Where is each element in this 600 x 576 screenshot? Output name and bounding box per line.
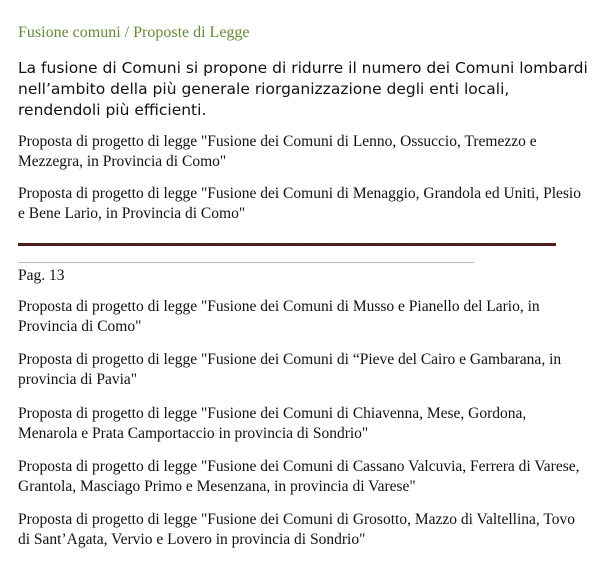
page-number: Pag. 13 [18,267,65,284]
proposal-item-pieve-del-cairo: Proposta di progetto di legge "Fusione dei Comuni di “Pieve del Cairo e Gambarana, in provincia di Pavia" [18,351,562,388]
section-title: Fusione comuni / Proposte di Legge [18,24,250,41]
page-divider-thick [18,243,556,246]
page-divider-thin [18,262,474,263]
proposal-item-musso: Proposta di progetto di legge "Fusione dei Comuni di Musso e Pianello del Lario, in Provincia di Como" [18,298,540,335]
proposal-item-cassano-valcuvia: Proposta di progetto di legge "Fusione dei Comuni di Cassano Valcuvia, Ferrera di Varese, Grantola, Masciago Primo e Mesenzana, in provincia di Varese" [18,458,580,495]
intro-paragraph: La fusione di Comuni si propone di ridurre il numero dei Comuni lombardi nell’ambito della più generale riorganizzazione degli enti locali, rendendoli più efficienti. [18,59,588,119]
proposal-item-chiavenna: Proposta di progetto di legge "Fusione dei Comuni di Chiavenna, Mese, Gordona, Menarola e Prata Camportaccio in provincia di Sondrio" [18,405,527,442]
proposal-item-grosotto: Proposta di progetto di legge "Fusione dei Comuni di Grosotto, Mazzo di Valtellina, Tovo di Sant’Agata, Vervio e Lovero in provincia di Sondrio" [18,511,576,548]
proposal-item-menaggio: Proposta di progetto di legge "Fusione dei Comuni di Menaggio, Grandola ed Uniti, Plesio e Bene Lario, in Provincia di Como" [18,185,581,222]
proposal-item-lenno: Proposta di progetto di legge "Fusione dei Comuni di Lenno, Ossuccio, Tremezzo e Mezzegra, in Provincia di Como" [18,133,537,170]
